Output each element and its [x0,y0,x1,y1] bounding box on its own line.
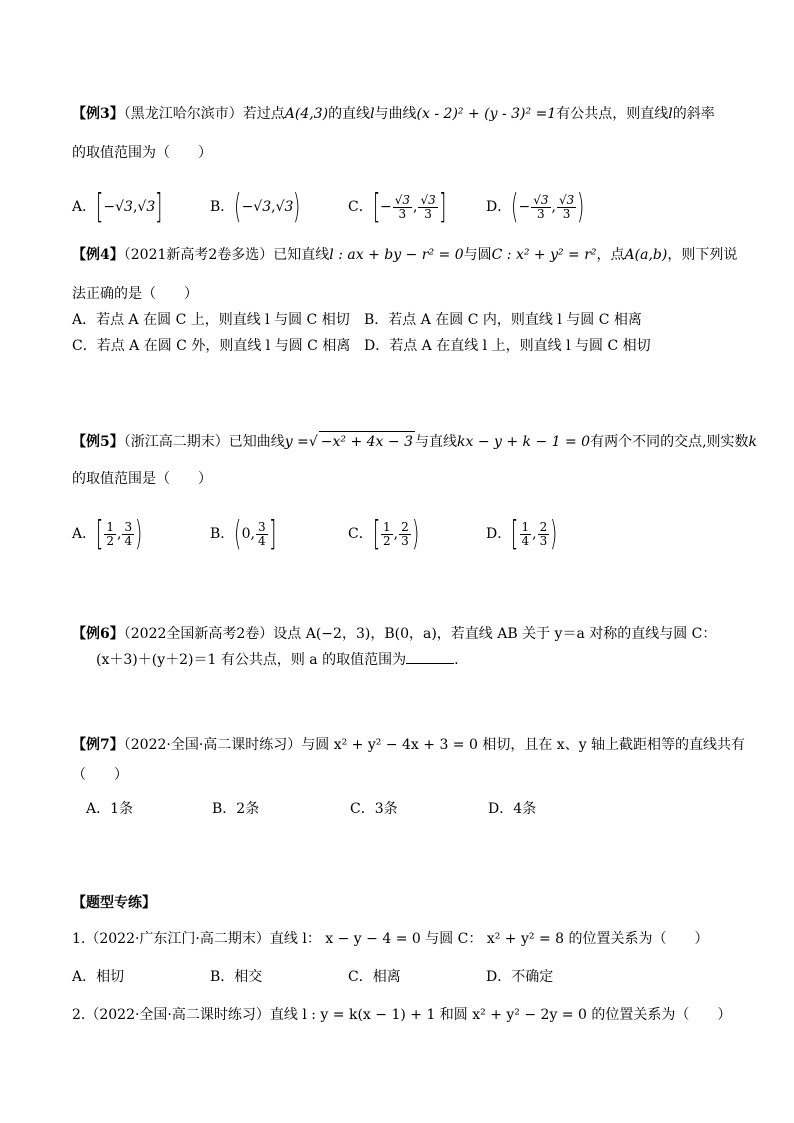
example-7-option-b[interactable]: B．2条 [212,801,260,817]
example-4-head: 【例4】 [72,247,124,263]
example-6-line-2: (x＋3)＋(y＋2)＝1 有公共点，则 a 的取值范围为 . [96,652,459,668]
example-3-line-2: 的取值范围为（ ） [72,145,212,161]
practice-1-option-a[interactable]: A．相切 [72,969,125,985]
practice-1-option-b[interactable]: B．相交 [210,969,263,985]
example-5-option-b[interactable]: B．(0, $\frac{3}{4}$ ] [210,514,276,554]
example-3-option-a[interactable]: A．[−√3,√3] [72,187,163,227]
practice-question-2: 2.（2022·全国·高二课时练习）直线 l : y = k(x − 1) + 1 和圆 x² + y² − 2y = 0 的位置关系为（ ） [72,1007,732,1023]
answer-blank[interactable] [406,651,454,664]
example-5-line-1: 【例5】（浙江高二期末）已知曲线y =√ −x² + 4x − 3 与直线kx − y + k − 1 = 0有两个不同的交点,则实数k [72,431,757,452]
example-5-option-c[interactable]: C．[ $\frac{1}{2}$ , $\frac{2}{3}$ ) [348,514,419,554]
example-7-option-d[interactable]: D．4条 [488,801,537,817]
example-4-option-d[interactable]: D．若点 A 在直线 l 上，则直线 l 与圆 C 相切 [364,338,651,354]
practice-1-option-d[interactable]: D．不确定 [486,969,554,985]
example-6-head: 【例6】 [72,626,124,642]
example-3-head: 【例3】 [72,106,124,122]
example-4-option-a[interactable]: A．若点 A 在圆 C 上，则直线 l 与圆 C 相切 [72,312,350,328]
practice-heading: 【题型专练】 [72,895,156,911]
example-5-line-2: 的取值范围是（ ） [72,471,212,487]
example-3-line-1: 【例3】（黑龙江哈尔滨市）若过点A(4,3)的直线l与曲线(x - 2)² + (y - 3)² =1有公共点，则直线l的斜率 [72,106,715,122]
example-4-option-b[interactable]: B．若点 A 在圆 C 内，则直线 l 与圆 C 相离 [364,312,642,328]
example-4-option-c[interactable]: C．若点 A 在圆 C 外，则直线 l 与圆 C 相离 [72,338,351,354]
example-4-line-2: 法正确的是（ ） [72,286,198,302]
example-7-head: 【例7】 [72,737,124,753]
example-4-line-1: 【例4】（2021新高考2卷多选）已知直线l : ax + by − r² = 0与圆C : x² + y² = r²，点A(a,b)，则下列说 [72,247,738,263]
practice-1-option-c[interactable]: C．相离 [348,969,401,985]
example-7-line-1: 【例7】（2022·全国·高二课时练习）与圆 x² + y² − 4x + 3 = 0 相切，且在 x、y 轴上截距相等的直线共有 [72,737,746,753]
example-5-option-d[interactable]: D．[ $\frac{1}{4}$ , $\frac{2}{3}$ ) [486,514,558,554]
practice-question-1: 1.（2022·广东江门·高二期末）直线 l： x − y − 4 = 0 与圆 C： x² + y² = 8 的位置关系为（ ） [72,931,709,947]
example-3-curve: (x - 2)² + (y - 3)² =1 [416,106,557,122]
example-3-option-d[interactable]: D．(− $\frac{√3}{3}$ , $\frac{√3}{3}$ ) [486,187,585,227]
example-7-option-a[interactable]: A．1条 [86,801,134,817]
example-5-head: 【例5】 [72,434,124,450]
example-6-line-1: 【例6】（2022全国新高考2卷）设点 A(−2，3)，B(0，a)，若直线 AB 关于 y＝a 对称的直线与圆 C： [72,626,717,642]
example-5-option-a[interactable]: A．[ $\frac{1}{2}$ , $\frac{3}{4}$ ) [72,514,143,554]
example-7-option-c[interactable]: C．3条 [350,801,398,817]
example-7-line-2: （ ） [72,767,128,783]
example-3-option-b[interactable]: B．(−√3,√3) [210,187,301,227]
example-3-option-c[interactable]: C．[− $\frac{√3}{3}$ , $\frac{√3}{3}$ ] [348,187,447,227]
